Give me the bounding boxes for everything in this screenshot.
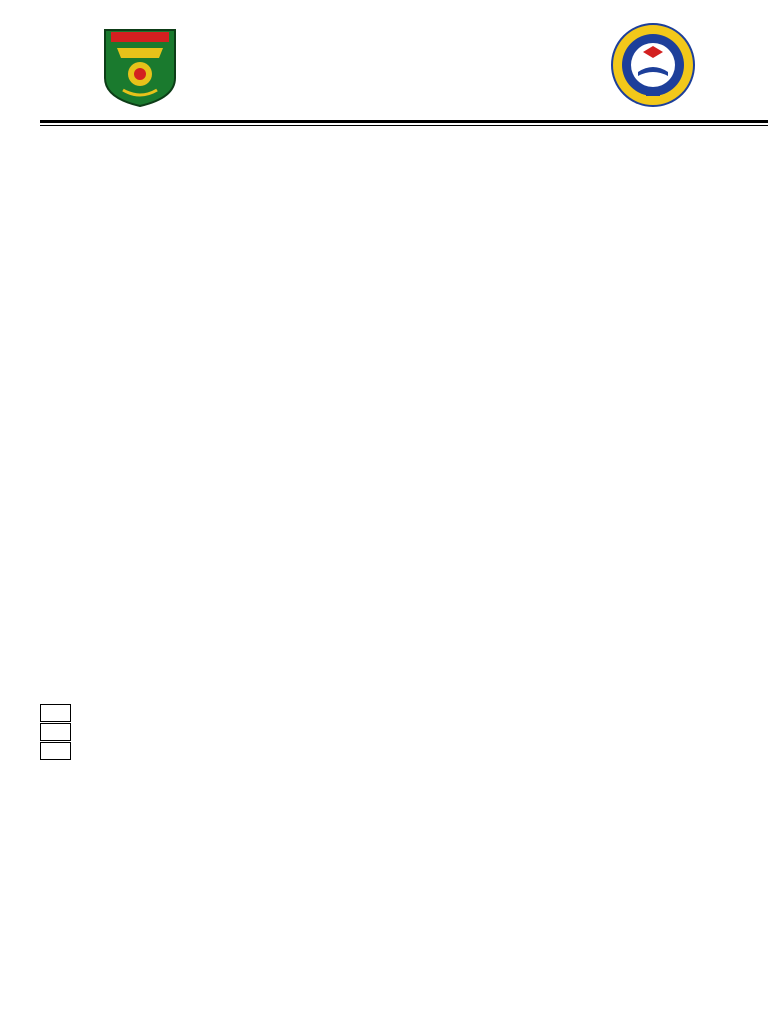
- letterhead-rule-thin: [40, 125, 768, 126]
- letterhead-rule-thick: [40, 120, 768, 123]
- smk-school-seal-logo: [610, 22, 696, 108]
- legend-swatch-exam: [40, 742, 71, 760]
- legend-swatch-effective-week: [40, 723, 71, 741]
- legend-swatch-not-effective: [40, 704, 71, 722]
- lampung-province-logo: [103, 28, 177, 108]
